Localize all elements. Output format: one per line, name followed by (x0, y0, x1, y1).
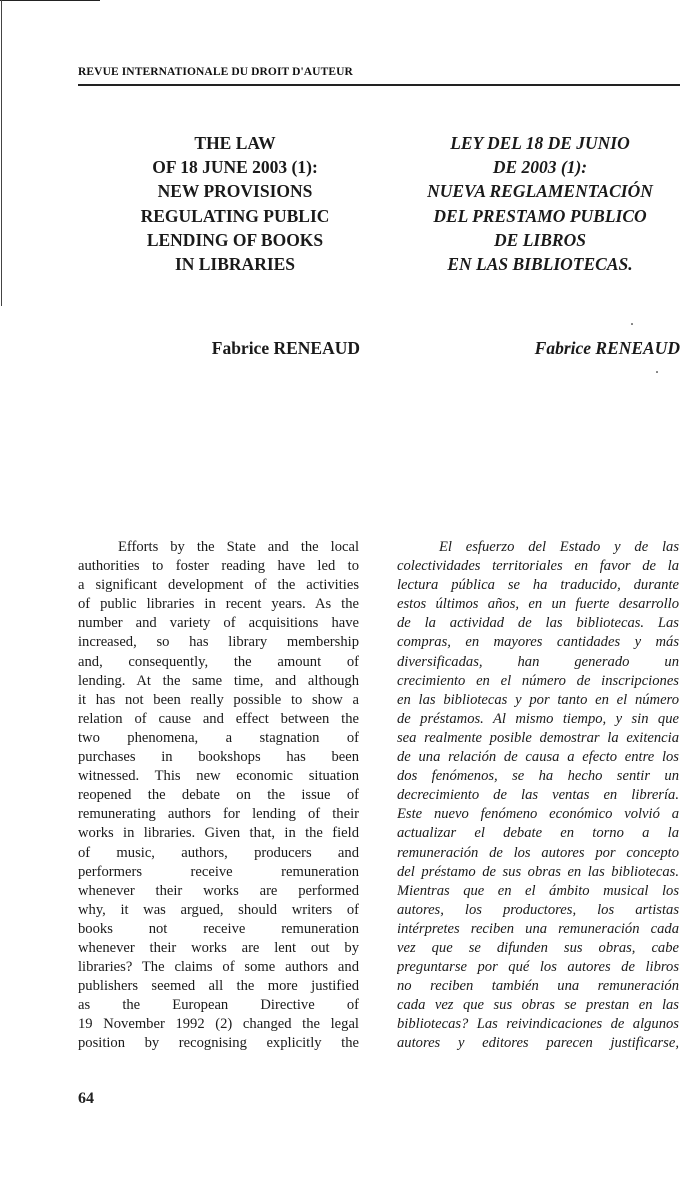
text-line: en las bibliotecas y por tanto en el número (397, 691, 679, 708)
text-line: cada vez que sus obras se prestan en las (397, 997, 679, 1014)
text-line: Este nuevo fenómeno económico volvió a (397, 806, 679, 823)
text-line: Efforts by the State and the local (118, 539, 359, 555)
text-line: de una relación de causa a efecto entre los (397, 749, 679, 766)
title-line: REGULATING PUBLIC (140, 205, 330, 226)
text-line: purchases in bookshops has been (78, 749, 359, 766)
text-line: intérpretes reciben una remuneración cada (397, 920, 679, 937)
title-line: NUEVA REGLAMENTACIÓN (427, 181, 653, 202)
text-line: of public libraries in recent years. As the (78, 596, 359, 613)
text-line: increased, so has library membership (78, 634, 359, 651)
text-line: two phenomena, a stagnation of (78, 729, 359, 746)
body-text-english (78, 538, 359, 1054)
text-line: position by recognising explicitly the (78, 1035, 359, 1052)
text-line: books not receive remuneration (78, 920, 359, 937)
title-line: THE LAW (194, 133, 276, 153)
text-line: dos fenómenos, se ha hecho sentir un (397, 768, 679, 785)
header-rule (78, 84, 680, 86)
text-line: why, it was argued, should writers of (78, 901, 359, 918)
text-line: estos últimos años, en un fuerte desarrollo (397, 596, 679, 613)
text-line: compras, en mayores cantidades y más (397, 634, 679, 651)
scan-border-line (0, 0, 100, 1)
text-line: no reciben también una remuneración (397, 978, 679, 995)
title-line: IN LIBRARIES (174, 254, 296, 275)
text-line: relation of cause and effect between the (78, 710, 359, 727)
text-line: actualizar el debate en torno a la (397, 825, 679, 842)
text-line: whenever their works are performed (78, 882, 359, 899)
journal-running-header: REVUE INTERNATIONALE DU DROIT D'AUTEUR (78, 66, 353, 78)
title-line: LEY DEL 18 DE JUNIO (450, 133, 630, 153)
text-line: number and variety of acquisitions have (78, 615, 359, 632)
text-line: a significant development of the activities (78, 577, 359, 594)
scan-edge-line (1, 0, 2, 306)
text-line: whenever their works are lent out by (78, 939, 359, 956)
text-line: as the European Directive of (78, 997, 359, 1014)
text-line: remuneración de los autores por concepto (397, 844, 679, 861)
scan-speck (656, 371, 658, 373)
text-line: decrecimiento de las ventas en librería. (397, 787, 679, 804)
text-line: lectura pública se ha traducido, durante (397, 577, 679, 594)
text-line: bibliotecas? Las reivindicaciones de algunos (397, 1016, 679, 1033)
text-line: and, consequently, the amount of (78, 653, 359, 670)
text-line: de préstamos. Al mismo tiempo, y sin que (397, 710, 679, 727)
title-line: DEL PRESTAMO PUBLICO (433, 205, 647, 226)
text-line: de la actividad de las bibliotecas. Las (397, 615, 679, 632)
text-line: autores, los productores, los artistas (397, 901, 679, 918)
text-line: of music, authors, producers and (78, 844, 359, 861)
text-line: witnessed. This new economic situation (78, 768, 359, 785)
title-line: DE 2003 (1): (492, 157, 588, 178)
author-name-english: Fabrice RENEAUD (211, 338, 360, 358)
text-line: reopened the debate on the issue of (78, 787, 359, 804)
article-title-english (100, 131, 370, 276)
title-line: EN LAS BIBLIOTECAS. (447, 254, 633, 275)
title-line: OF 18 JUNE 2003 (1): (152, 157, 318, 178)
author-name-spanish: Fabrice RENEAUD (534, 338, 680, 358)
article-title-spanish (405, 131, 675, 276)
text-line: vez que se difunden sus obras, cabe (397, 939, 679, 956)
text-line: crecimiento en el número de inscripciones (397, 672, 679, 689)
body-text-spanish (397, 538, 679, 1054)
text-line: del préstamo de sus obras en las bibliotecas. (397, 863, 679, 880)
text-line: remunerating authors for lending of their (78, 806, 359, 823)
text-line: 19 November 1992 (2) changed the legal (78, 1016, 359, 1033)
text-line: autores y editores parecen justificarse, (397, 1035, 679, 1052)
page-number: 64 (78, 1090, 94, 1107)
text-line: diversificadas, han generado un (397, 653, 679, 670)
text-line: colectividades territoriales en favor de la (397, 558, 679, 575)
text-line: works in libraries. Given that, in the field (78, 825, 359, 842)
text-line: authorities to foster reading have led to (78, 558, 359, 575)
scan-speck (631, 323, 633, 325)
text-line: Mientras que en el ámbito musical los (397, 882, 679, 899)
text-line: lending. At the same time, and although (78, 672, 359, 689)
text-line: El esfuerzo del Estado y de las (439, 539, 679, 555)
text-line: sea realmente posible demostrar la exitencia (397, 729, 679, 746)
title-line: LENDING OF BOOKS (146, 229, 324, 250)
text-line: performers receive remuneration (78, 863, 359, 880)
text-line: publishers seemed all the more justified (78, 978, 359, 995)
text-line: libraries? The claims of some authors and (78, 959, 359, 976)
title-line: DE LIBROS (494, 229, 586, 250)
title-line: NEW PROVISIONS (157, 181, 313, 202)
text-line: preguntarse por qué los autores de libros (397, 959, 679, 976)
text-line: it has not been really possible to show a (78, 691, 359, 708)
